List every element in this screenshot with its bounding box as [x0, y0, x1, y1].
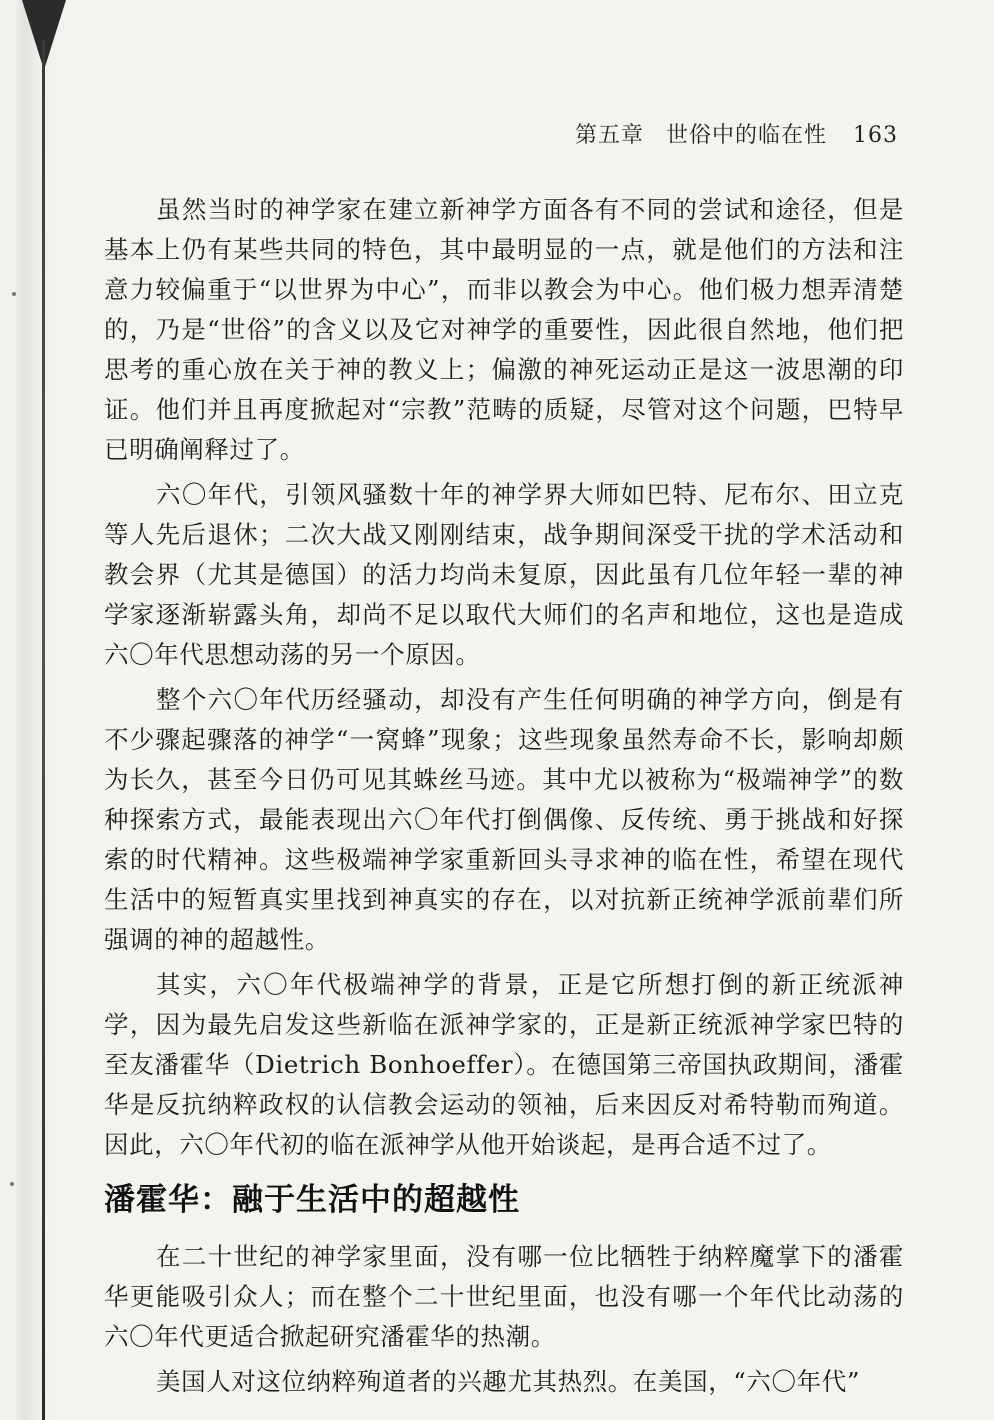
- chapter-number: 第五章: [574, 123, 644, 148]
- scan-speck: [10, 1182, 14, 1186]
- page-binding-shadow: [0, 0, 70, 1420]
- running-head: [575, 118, 898, 149]
- paragraph: 在二十世纪的神学家里面，没有哪一位比牺牲于纳粹魔掌下的潘霍华更能吸引众人；而在整个二十世纪里面，也没有哪一个年代比动荡的六〇年代更适合掀起研究潘霍华的热潮。: [104, 1242, 904, 1351]
- body-text: [104, 190, 904, 1407]
- section-heading: 潘霍华：融于生活中的超越性: [104, 1182, 520, 1218]
- chapter-title: 世俗中的临在性: [665, 123, 827, 148]
- scan-speck: [12, 292, 16, 296]
- paragraph: 美国人对这位纳粹殉道者的兴趣尤其热烈。在美国，“六〇年代”: [156, 1367, 860, 1396]
- page-number: 163: [853, 123, 898, 148]
- paragraph: 虽然当时的神学家在建立新神学方面各有不同的尝试和途径，但是基本上仍有某些共同的特色，其中最明显的一点，就是他们的方法和注意力较偏重于“以世界为中心”，而非以教会为中心。他们极力想弄清楚的，乃是“世俗”的含义以及它对神学的重要性，因此很自然地，他们把思考的重心放在关于神的教义上；偏激的神死运动正是这一波思潮的印证。他们并且再度掀起对“宗教”范畴的质疑，尽管对这个问题，巴特早已明确阐释过了。: [104, 195, 904, 464]
- binding-line: [42, 40, 45, 1420]
- paragraph: 六〇年代，引领风骚数十年的神学界大师如巴特、尼布尔、田立克等人先后退休；二次大战又刚刚结束，战争期间深受干扰的学术活动和教会界（尤其是德国）的活力均尚未复原，因此虽有几位年轻一辈的神学家逐渐崭露头角，却尚不足以取代大师们的名声和地位，这也是造成六〇年代思想动荡的另一个原因。: [104, 480, 904, 669]
- paragraph: 整个六〇年代历经骚动，却没有产生任何明确的神学方向，倒是有不少骤起骤落的神学“一窝蜂”现象；这些现象虽然寿命不长，影响却颇为长久，甚至今日仍可见其蛛丝马迹。其中尤以被称为“极端神学”的数种探索方式，最能表现出六〇年代打倒偶像、反传统、勇于挑战和好探索的时代精神。这些极端神学家重新回头寻求神的临在性，希望在现代生活中的短暂真实里找到神真实的存在，以对抗新正统神学派前辈们所强调的神的超越性。: [104, 685, 904, 954]
- paragraph: 其实，六〇年代极端神学的背景，正是它所想打倒的新正统派神学，因为最先启发这些新临在派神学家的，正是新正统派神学家巴特的至友潘霍华（Dietrich Bonhoeffer）。在德国第三帝国执政期间，潘霍华是反抗纳粹政权的认信教会运动的领袖，后来因反对希特勒而殉道。因此，六〇年代初的临在派神学从他开始谈起，是再合适不过了。: [104, 970, 904, 1159]
